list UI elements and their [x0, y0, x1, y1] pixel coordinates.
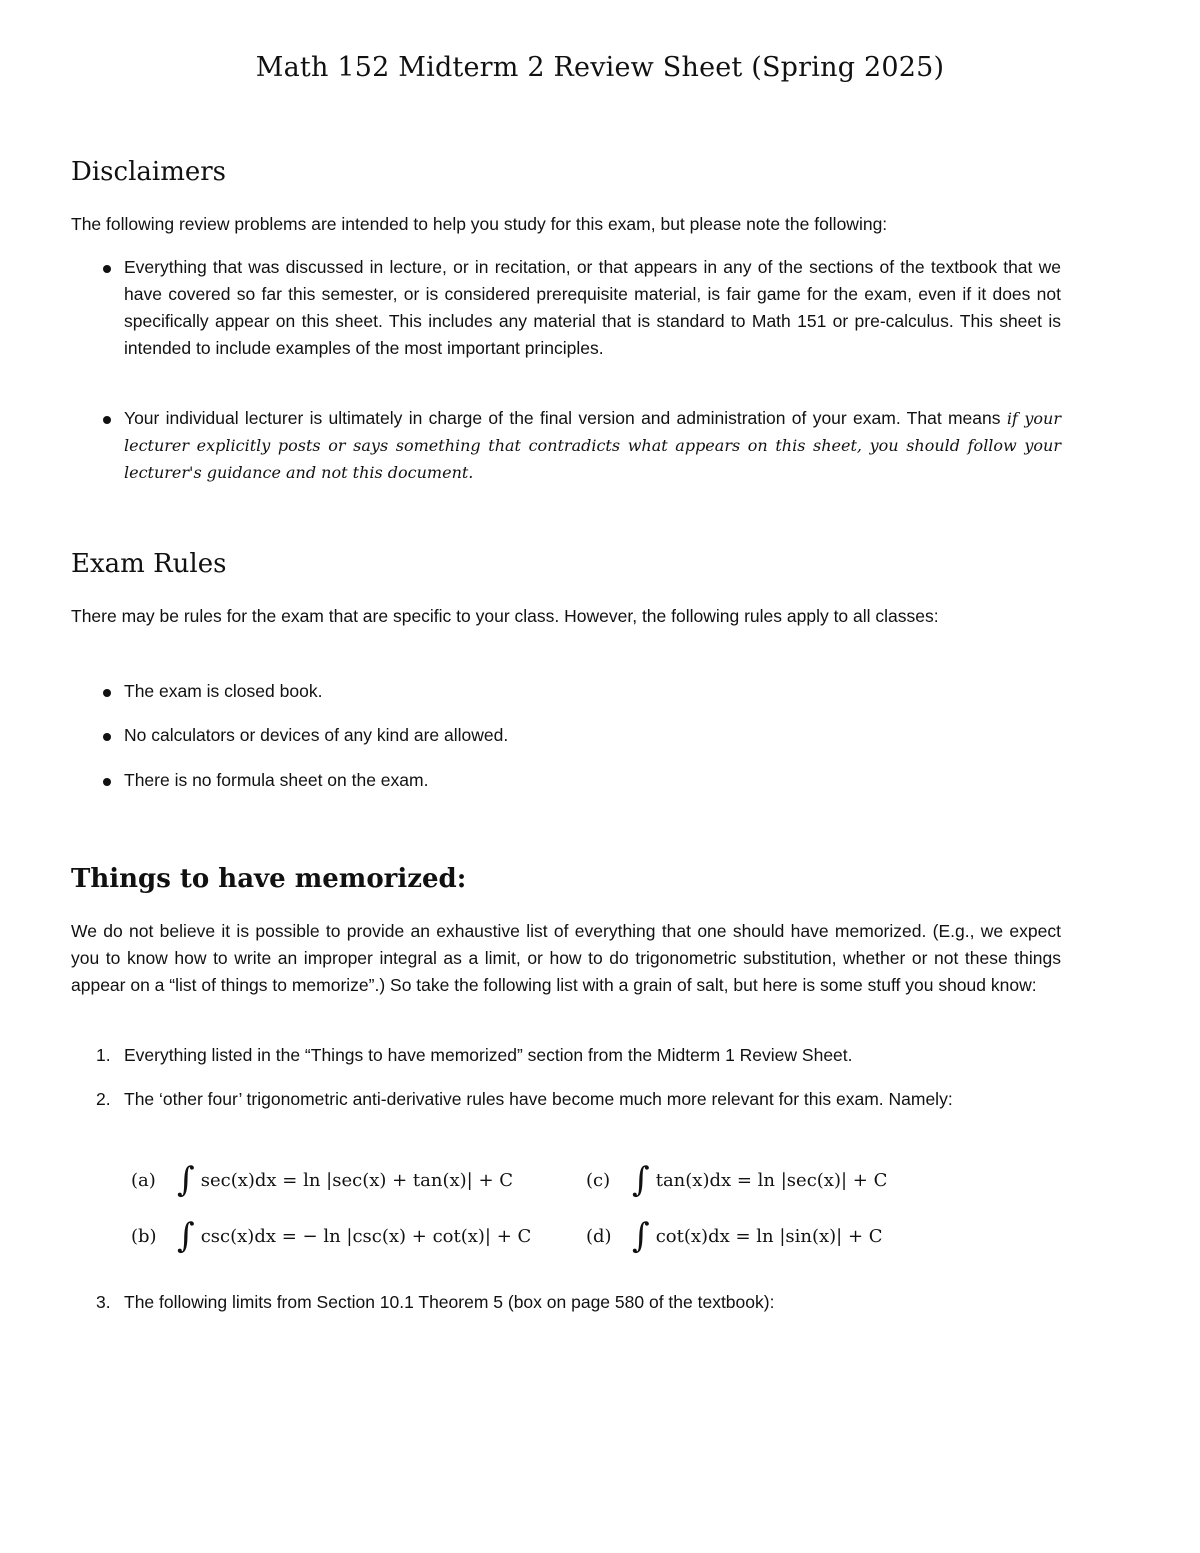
formula-b — [131, 1216, 532, 1256]
formula-b-text: csc(x)dx = − ln |csc(x) + cot(x)| + C — [200, 1225, 532, 1247]
formula-c — [586, 1160, 888, 1200]
bullet-marker — [103, 416, 111, 424]
bullet-marker — [103, 733, 111, 741]
disclaimer-bullet-1: Everything that was discussed in lecture, or in recitation, or that appears in any of the sections of the textbook that we have covered so far this semester, or is considered prerequisite material, is fair game for the exam, even if it does not specifically appear on this sheet. This includes any material that is standard to Math 151 or pre-calculus. This sheet is intended to include examples of the most important principles. — [124, 257, 1061, 358]
list-number: 3. — [96, 1292, 111, 1312]
formula-a-label: (a) — [131, 1169, 156, 1191]
integral-icon: ∫ — [177, 1160, 195, 1200]
disclaimer-bullet-2 — [124, 405, 1061, 486]
formula-c-text: tan(x)dx = ln |sec(x)| + C — [655, 1169, 888, 1191]
formula-d-label: (d) — [586, 1225, 612, 1247]
list-number: 1. — [96, 1045, 111, 1065]
rule-item: There is no formula sheet on the exam. — [124, 770, 429, 790]
memorize-intro: We do not believe it is possible to provide an exhaustive list of everything that one should have memorized. (E.g., we expect you to know how to write an improper integral as a limit, or how to do trigonometric substitution, whether or not these things appear on a “list of things to memorize”.) So take the following list with a grain of salt, but here is some stuff you shoud know: — [71, 921, 1061, 995]
bullet-marker — [103, 265, 111, 273]
disclaimer-bullet-2-italic: if your lecturer explicitly posts or says something that contradicts what appears on this sheet, you should follow your lecturer's guidance and not this document. — [124, 409, 1061, 482]
disclaimer-bullet-2-text: Your individual lecturer is ultimately in charge of the final version and administration of your exam. That means — [124, 408, 1007, 428]
list-number: 2. — [96, 1089, 111, 1109]
bullet-marker — [103, 689, 111, 697]
integral-icon: ∫ — [632, 1160, 650, 1200]
formula-a-text: sec(x)dx = ln |sec(x) + tan(x)| + C — [200, 1169, 514, 1191]
integral-icon: ∫ — [632, 1216, 650, 1256]
disclaimers-intro: The following review problems are intended to help you study for this exam, but please note the following: — [71, 214, 888, 234]
memorize-item-1: Everything listed in the “Things to have memorized” section from the Midterm 1 Review Sheet. — [124, 1045, 853, 1065]
formula-b-label: (b) — [131, 1225, 157, 1247]
page-title: Math 152 Midterm 2 Review Sheet (Spring 2025) — [255, 52, 945, 83]
exam-rules-intro: There may be rules for the exam that are specific to your class. However, the following rules apply to all classes: — [71, 606, 939, 626]
memorize-item-3: The following limits from Section 10.1 Theorem 5 (box on page 580 of the textbook): — [124, 1292, 775, 1312]
formula-d-text: cot(x)dx = ln |sin(x)| + C — [655, 1225, 883, 1247]
exam-rules-heading: Exam Rules — [71, 549, 227, 579]
formula-a — [131, 1160, 514, 1200]
rule-item: No calculators or devices of any kind are allowed. — [124, 725, 509, 745]
bullet-marker — [103, 778, 111, 786]
memorize-heading: Things to have memorized: — [71, 864, 467, 894]
disclaimers-heading: Disclaimers — [71, 157, 227, 187]
integral-icon: ∫ — [177, 1216, 195, 1256]
rule-item: The exam is closed book. — [124, 681, 323, 701]
formula-d — [586, 1216, 883, 1256]
memorize-item-2: The ‘other four’ trigonometric anti-derivative rules have become much more relevant for this exam. Namely: — [124, 1089, 953, 1109]
formula-c-label: (c) — [586, 1169, 611, 1191]
